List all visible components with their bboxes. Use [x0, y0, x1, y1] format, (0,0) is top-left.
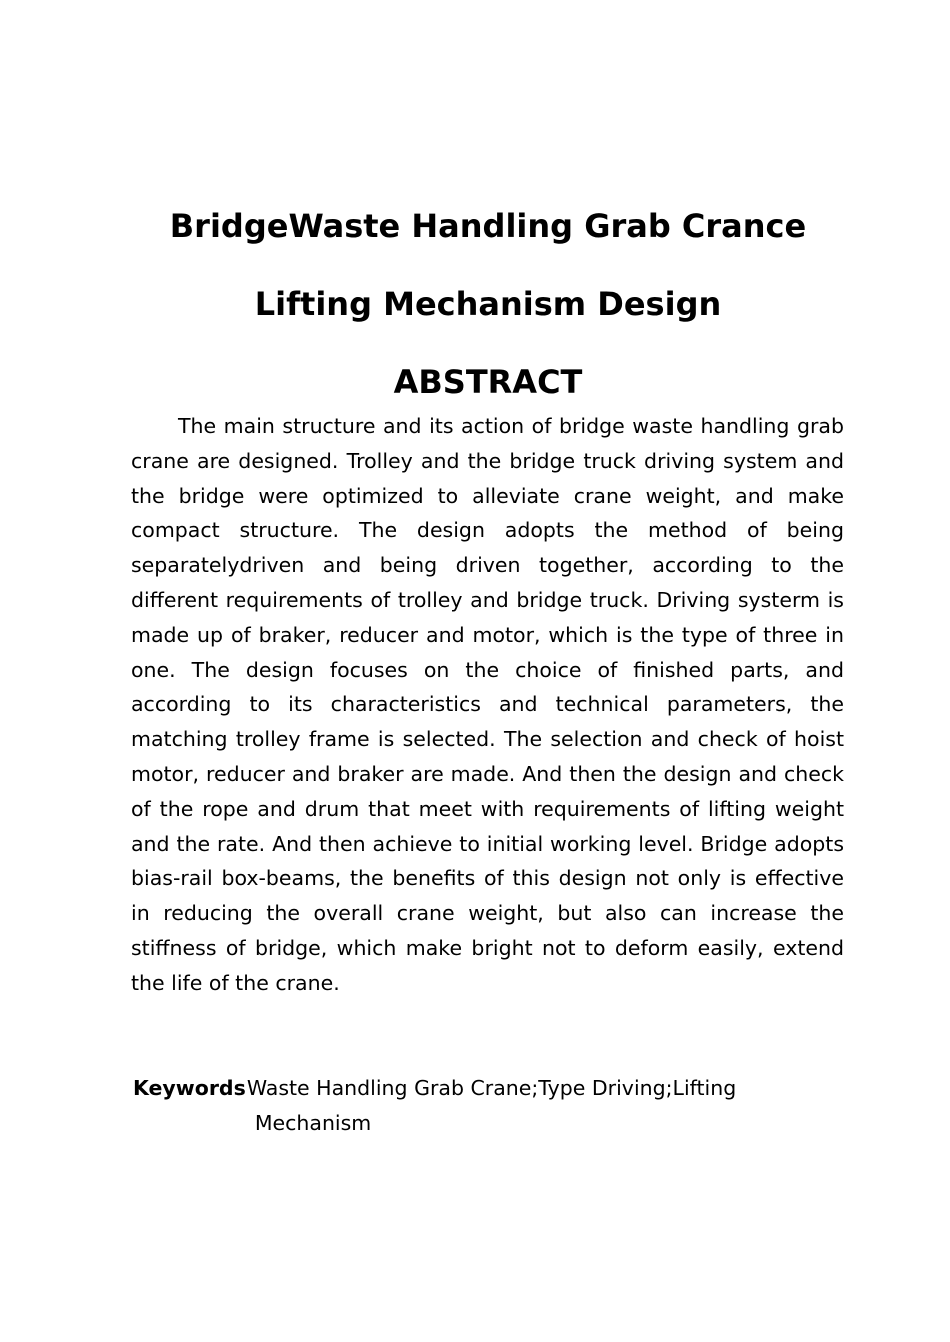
title-line-2: Lifting Mechanism Design: [254, 285, 722, 323]
keywords-section: [133, 1071, 833, 1141]
keywords-line-2: Mechanism: [254, 1111, 372, 1135]
abstract-body: The main structure and its action of bridge waste handling grab crane are designed. Trolley and the bridge truck driving system and the bridge were optimized to alleviate crane weight, and make compact structure. The design adopts the method of being separatelydriven and being driven together, according to the different requirements of trolley and bridge truck. Driving systerm is made up of braker, reducer and motor, which is the type of three in one. The design focuses on the choice of finished parts, and according to its characteristics and technical parameters, the matching trolley frame is selected. The selection and check of hoist motor, reducer and braker are made. And then the design and check of the rope and drum that meet with requirements of lifting weight and the rate. And then achieve to initial working level. Bridge adopts bias-rail box-beams, the benefits of this design not only is effective in reducing the overall crane weight, but also can increase the stiffness of bridge, which make bright not to deform easily, extend the life of the crane.: [131, 414, 844, 995]
title-line-1: BridgeWaste Handling Grab Crance: [169, 207, 807, 245]
keywords-label: Keywords: [133, 1076, 246, 1100]
abstract-heading: ABSTRACT: [393, 363, 583, 401]
keywords-line-1: Waste Handling Grab Crane;Type Driving;Lifting: [246, 1076, 737, 1100]
keywords-text: [246, 1071, 736, 1141]
